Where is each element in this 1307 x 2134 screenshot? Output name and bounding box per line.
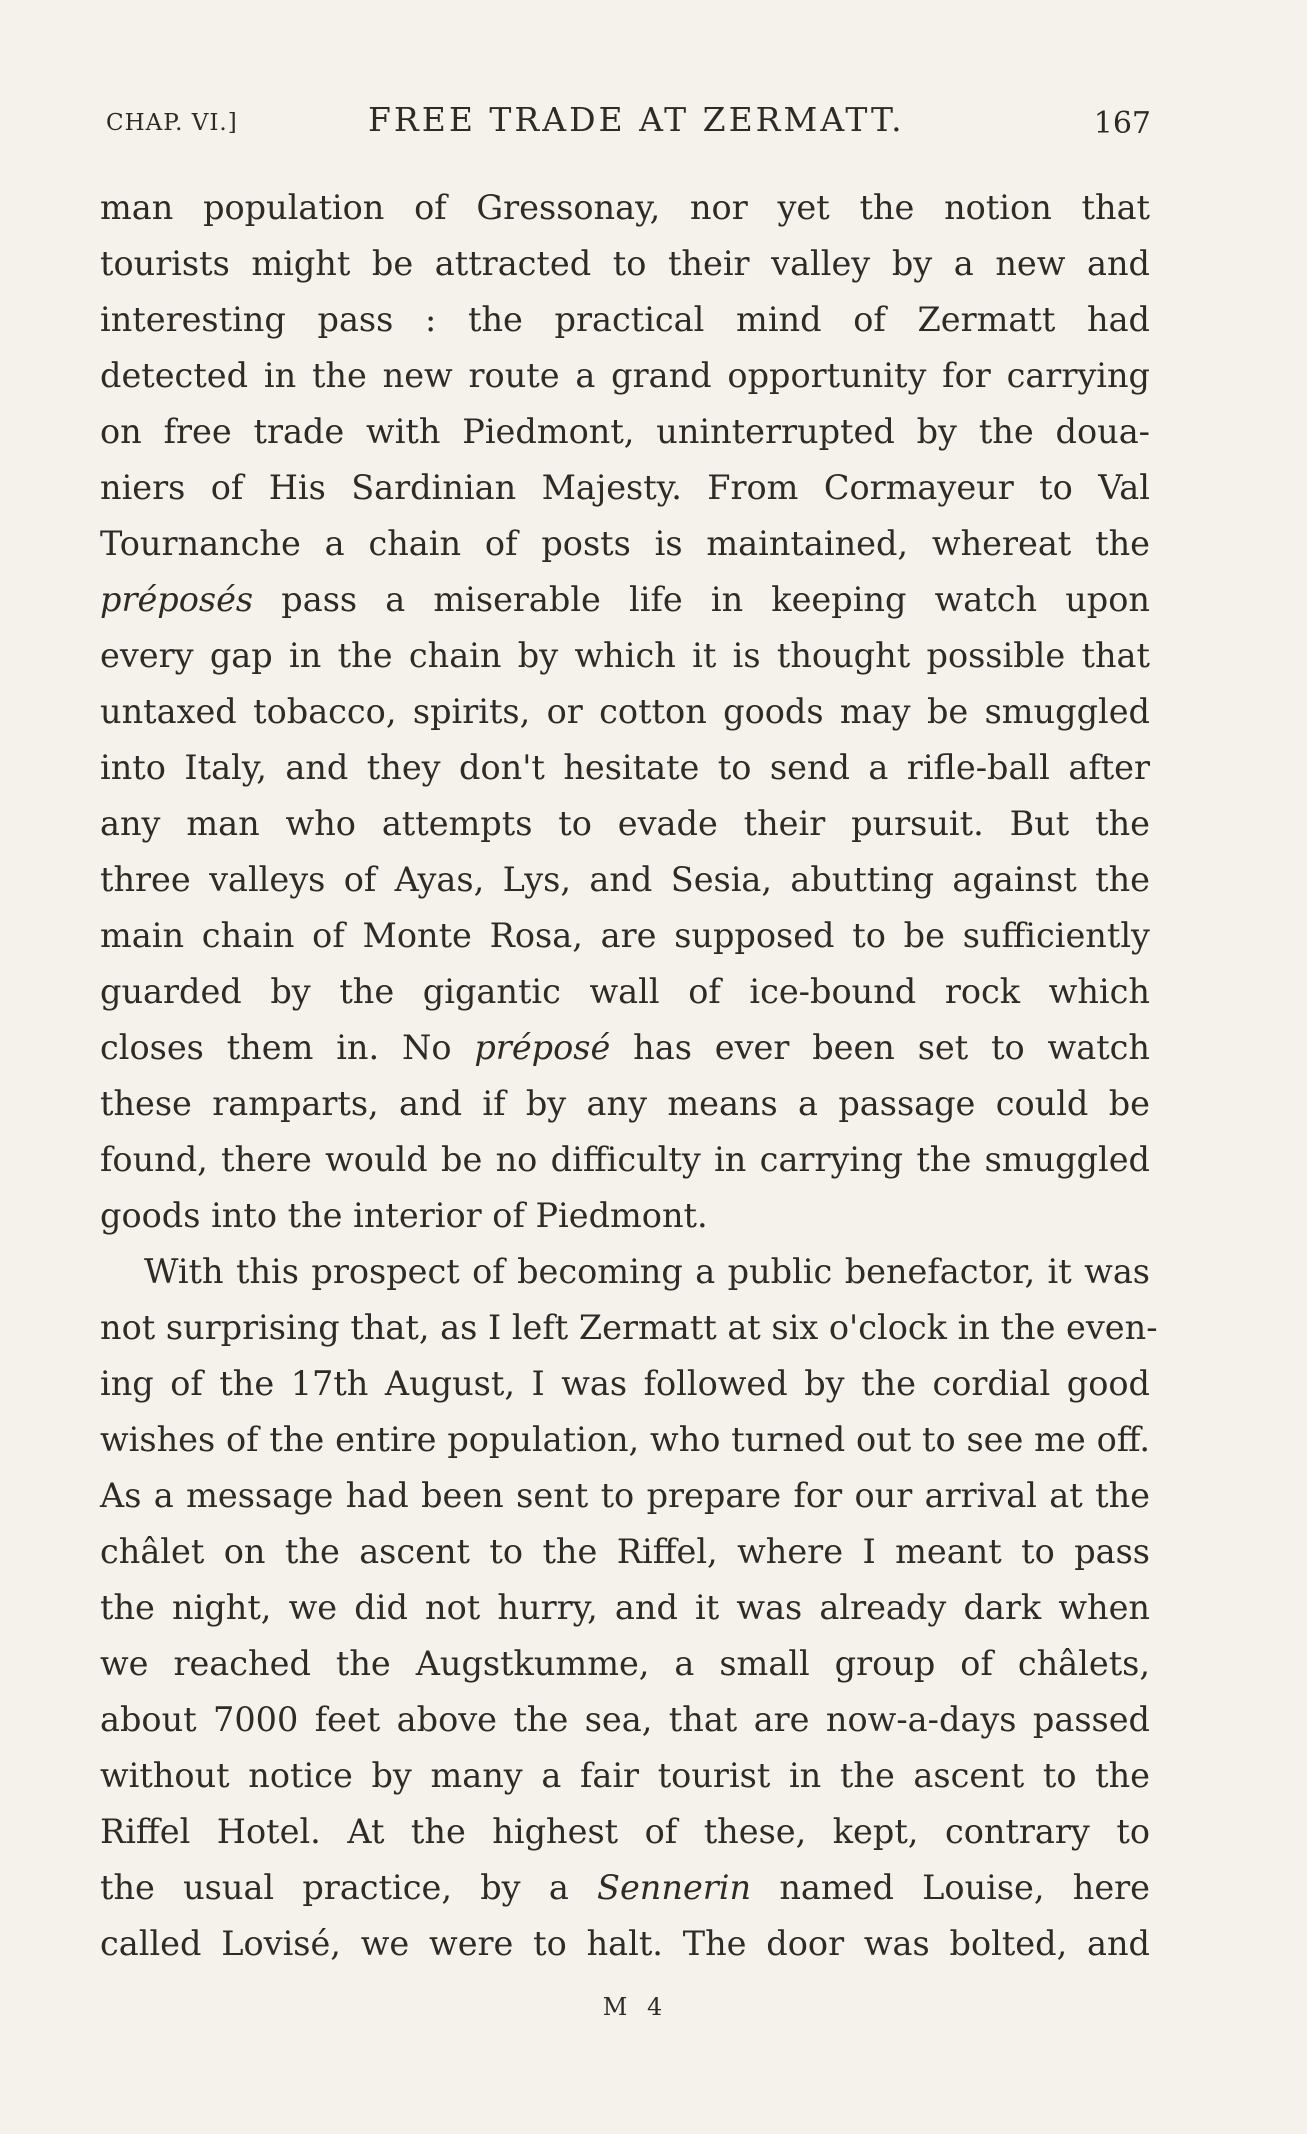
- text-line: untaxed tobacco, spirits, or cotton goods may be smuggled: [100, 692, 1150, 731]
- page-number: 167: [1093, 106, 1151, 141]
- text-line: we reached the Augstkumme, a small group of châlets,: [100, 1644, 1150, 1683]
- signature-mark-text: M 4: [602, 1993, 669, 2021]
- text-line: without notice by many a fair tourist in the ascent to the: [100, 1756, 1150, 1795]
- text-line: about 7000 feet above the sea, that are now-a-days passed: [100, 1700, 1150, 1739]
- text-line-with-italic: préposés pass a miserable life in keeping watch upon: [100, 580, 1150, 619]
- text-line: detected in the new route a grand opportunity for carrying: [100, 356, 1150, 395]
- text-line-with-italic: closes them in. No préposé has ever been set to watch: [100, 1028, 1151, 1067]
- paragraph-end-line: goods into the interior of Piedmont.: [100, 1196, 708, 1235]
- chapter-label: CHAP. VI.]: [106, 110, 238, 136]
- text-line: the night, we did not hurry, and it was already dark when: [100, 1588, 1150, 1627]
- body-text: [100, 180, 1158, 1972]
- text-line: found, there would be no difficulty in carrying the smuggled: [100, 1140, 1150, 1179]
- text-line: tourists might be attracted to their valley by a new and: [100, 244, 1150, 283]
- italic-word: préposés: [100, 580, 254, 619]
- text-line: Riffel Hotel. At the highest of these, kept, contrary to: [100, 1812, 1150, 1851]
- running-title: FREE TRADE AT ZERMATT.: [368, 100, 905, 139]
- text-line: ing of the 17th August, I was followed by the cordial good: [100, 1364, 1150, 1403]
- text-line: niers of His Sardinian Majesty. From Cormayeur to Val: [100, 468, 1150, 507]
- italic-word: Sennerin: [597, 1868, 752, 1907]
- text-line: on free trade with Piedmont, uninterrupted by the doua-: [100, 412, 1150, 451]
- italic-word: préposé: [474, 1028, 611, 1067]
- text-line: into Italy, and they don't hesitate to send a rifle-ball after: [100, 748, 1150, 787]
- text-line: As a message had been sent to prepare for our arrival at the: [100, 1476, 1150, 1515]
- text-line: guarded by the gigantic wall of ice-bound rock which: [100, 972, 1150, 1011]
- text-line: châlet on the ascent to the Riffel, where I meant to pass: [100, 1532, 1150, 1571]
- text-line: main chain of Monte Rosa, are supposed to be sufficiently: [100, 916, 1150, 955]
- text-line: Tournanche a chain of posts is maintained, whereat the: [100, 524, 1150, 563]
- text-line: these ramparts, and if by any means a passage could be: [100, 1084, 1150, 1123]
- paragraph-start-line: With this prospect of becoming a public benefactor, it was: [144, 1252, 1150, 1291]
- running-header: [106, 100, 1151, 150]
- text-line: called Lovisé, we were to halt. The door was bolted, and: [100, 1924, 1150, 1963]
- signature-mark: [0, 1993, 1307, 2021]
- text-line: three valleys of Ayas, Lys, and Sesia, abutting against the: [100, 860, 1150, 899]
- text-line-with-italic: the usual practice, by a Sennerin named Louise, here: [100, 1868, 1150, 1907]
- text-line: interesting pass : the practical mind of Zermatt had: [100, 300, 1150, 339]
- text-line: not surprising that, as I left Zermatt at six o'clock in the even-: [100, 1308, 1158, 1347]
- text-line: any man who attempts to evade their pursuit. But the: [100, 804, 1150, 843]
- text-line: every gap in the chain by which it is thought possible that: [100, 636, 1150, 675]
- text-line: wishes of the entire population, who turned out to see me off.: [100, 1420, 1150, 1459]
- text-line: man population of Gressonay, nor yet the notion that: [100, 188, 1150, 227]
